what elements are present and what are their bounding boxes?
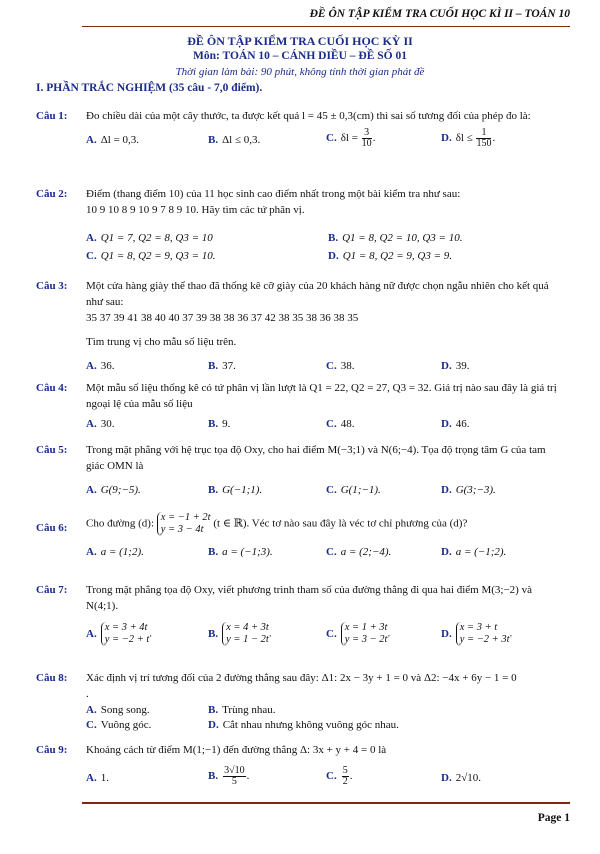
question-data: 35 37 39 41 38 40 40 37 39 38 38 36 37 42 38 35 38 36 38 35: [86, 312, 359, 324]
option-b: B. Δl ≤ 0,3.: [208, 134, 261, 146]
options-row: [86, 416, 564, 434]
option-a: A. Song song.: [86, 704, 150, 716]
option-d: D. Cắt nhau nhưng không vuông góc nhau.: [208, 719, 399, 731]
options-row: [86, 482, 564, 500]
question-text: Cho đường (d): x = −1 + 2t y = 3 − 4t (t ∈ ℝ). Véc tơ nào sau đây là véc tơ chỉ phương của (d)?: [86, 512, 468, 535]
question-text-end: .: [86, 688, 89, 700]
equation-system: x = 1 + 3t y = 3 − 2t: [341, 622, 388, 646]
option-c: C. Q1 = 8, Q2 = 9, Q3 = 10.: [86, 250, 216, 262]
option-d: D. 2√10.: [441, 772, 481, 784]
question-9: [36, 742, 564, 792]
option-b: B. a = (−1;3).: [208, 546, 273, 558]
question-label: Câu 1:: [36, 110, 68, 122]
fraction: $\frac{3}{10}$: [361, 127, 372, 149]
options-row: [86, 230, 564, 248]
question-label: Câu 2:: [36, 188, 68, 200]
options-row: [86, 544, 564, 562]
question-text: Điểm (thang điểm 10) của 11 học sinh cao điểm nhất trong một bài kiểm tra như sau:: [86, 188, 461, 200]
question-label: Câu 3:: [36, 280, 68, 292]
option-b: B. Q1 = 8, Q2 = 10, Q3 = 10.: [328, 232, 463, 244]
option-d: D. a = (−1;2).: [441, 546, 507, 558]
option-b: B. Trùng nhau.: [208, 704, 276, 716]
options-row: [86, 622, 564, 652]
question-3: [36, 278, 564, 376]
exam-time-note: Thời gian làm bài: 90 phút, không tính thời gian phát đề: [175, 66, 425, 78]
options-row: [86, 702, 564, 717]
question-label: Câu 6:: [36, 522, 68, 534]
option-c: C. G(1;−1).: [326, 484, 381, 496]
question-1: [36, 108, 564, 150]
option-d: D. 46.: [441, 418, 470, 430]
option-d: D. Q1 = 8, Q2 = 9, Q3 = 9.: [328, 250, 453, 262]
option-c: C. x = 1 + 3t y = 3 − 2t .: [326, 622, 391, 645]
option-d: D. δl ≤ $\frac{1}{150}$ .: [441, 127, 496, 149]
options-row: [86, 358, 564, 376]
question-8: [36, 670, 564, 732]
question-text: Trong mặt phẳng tọa độ Oxy, viết phương trình tham số của đường thẳng đi qua hai điểm M(3;−2) và N(4;1).: [86, 584, 532, 612]
question-label: Câu 7:: [36, 584, 68, 596]
question-5: [36, 442, 564, 500]
footer-rule: [82, 802, 570, 804]
option-b: B. G(−1;1).: [208, 484, 263, 496]
question-text: Đo chiều dài của một cây thước, ta được kết quả l = 45 ± 0,3(cm) thì sai số tương đối của phép đo là:: [86, 110, 531, 122]
option-a: A. Q1 = 7, Q2 = 8, Q3 = 10: [86, 232, 213, 244]
option-c: C. a = (2;−4).: [326, 546, 392, 558]
option-a: A. 36.: [86, 360, 115, 372]
question-label: Câu 4:: [36, 382, 68, 394]
option-c: C. 38.: [326, 360, 355, 372]
equation-system: x = 4 + 3t y = 1 − 2t: [222, 622, 269, 646]
question-6: [36, 512, 564, 562]
fraction: $\frac{5}{2}$: [342, 765, 348, 787]
question-text: Khoảng cách từ điểm M(1;−1) đến đường thẳng Δ: 3x + y + 4 = 0 là: [86, 744, 387, 756]
options-row: [86, 127, 564, 150]
equation-system: x = 3 + 4t y = −2 + t: [101, 622, 150, 646]
fraction: $\frac{1}{150}$: [476, 127, 492, 149]
option-a: A. 30.: [86, 418, 115, 430]
running-header: ĐỀ ÔN TẬP KIỂM TRA CUỐI HỌC KÌ II – TOÁN 10: [309, 8, 570, 20]
option-b: B. 9.: [208, 418, 231, 430]
option-a: A. x = 3 + 4t y = −2 + t .: [86, 622, 153, 645]
question-7: [36, 582, 564, 652]
question-4: [36, 380, 564, 434]
option-c: C. 48.: [326, 418, 355, 430]
question-2: [36, 186, 564, 266]
equation-system: x = 3 + t y = −2 + 3t: [456, 622, 510, 646]
options-row: [86, 717, 564, 732]
page-number: Page 1: [537, 812, 570, 824]
option-a: A. 1.: [86, 772, 109, 784]
question-label: Câu 8:: [36, 672, 68, 684]
question-text: Xác định vị trí tương đối của 2 đường thẳng sau đây: Δ1: 2x − 3y + 1 = 0 và Δ2: −4x + 6y − 1 = 0: [86, 672, 517, 684]
options-row: [86, 248, 564, 266]
question-text: Một cửa hàng giày thể thao đã thống kê cỡ giày của 20 khách hàng nữ được chọn ngẫu nhiên cho kết quả như sau:: [86, 280, 549, 308]
section-heading: I. PHẦN TRẮC NGHIỆM (35 câu - 7,0 điểm).: [36, 82, 263, 94]
fraction: $\frac{3√10}{5}$: [224, 765, 245, 787]
exam-title: ĐỀ ÔN TẬP KIỂM TRA CUỐI HỌC KỲ II: [187, 34, 413, 48]
option-a: A. G(9;−5).: [86, 484, 141, 496]
option-b: B. x = 4 + 3t y = 1 − 2t .: [208, 622, 272, 645]
option-a: A. Δl = 0,3.: [86, 134, 140, 146]
question-prompt: Tìm trung vị cho mẫu số liệu trên.: [86, 336, 237, 348]
option-d: D. G(3;−3).: [441, 484, 496, 496]
option-d: D. 39.: [441, 360, 470, 372]
option-a: A. a = (1;2).: [86, 546, 144, 558]
option-c: C. $\frac{5}{2}$ .: [326, 765, 353, 787]
equation-system: x = −1 + 2t y = 3 − 4t: [157, 512, 211, 536]
question-text: Trong mặt phẳng với hệ trục tọa độ Oxy, cho hai điểm M(−3;1) và N(6;−4). Tọa độ trọng tâm G của tam giác OMN là: [86, 444, 546, 472]
question-label: Câu 9:: [36, 744, 68, 756]
option-d: D. x = 3 + t y = −2 + 3t .: [441, 622, 513, 645]
option-b: B. 37.: [208, 360, 236, 372]
exam-subject: Môn: TOÁN 10 – CÁNH DIỀU – ĐỀ SỐ 01: [193, 50, 407, 62]
header-rule: [82, 26, 570, 27]
option-b: B. $\frac{3√10}{5}$ .: [208, 765, 250, 787]
question-text: Một mẫu số liệu thống kê có tứ phân vị lần lượt là Q1 = 22, Q2 = 27, Q3 = 32. Giá trị nào sau đây là giá trị ngoại lệ của mẫu số liệu: [86, 382, 557, 410]
question-data: 10 9 10 8 9 10 9 7 8 9 10. Hãy tìm các tứ phân vị.: [86, 204, 305, 216]
options-row: [86, 766, 564, 792]
option-c: C. δl = $\frac{3}{10}$ .: [326, 127, 376, 149]
question-label: Câu 5:: [36, 444, 68, 456]
option-c: C. Vuông góc.: [86, 719, 152, 731]
